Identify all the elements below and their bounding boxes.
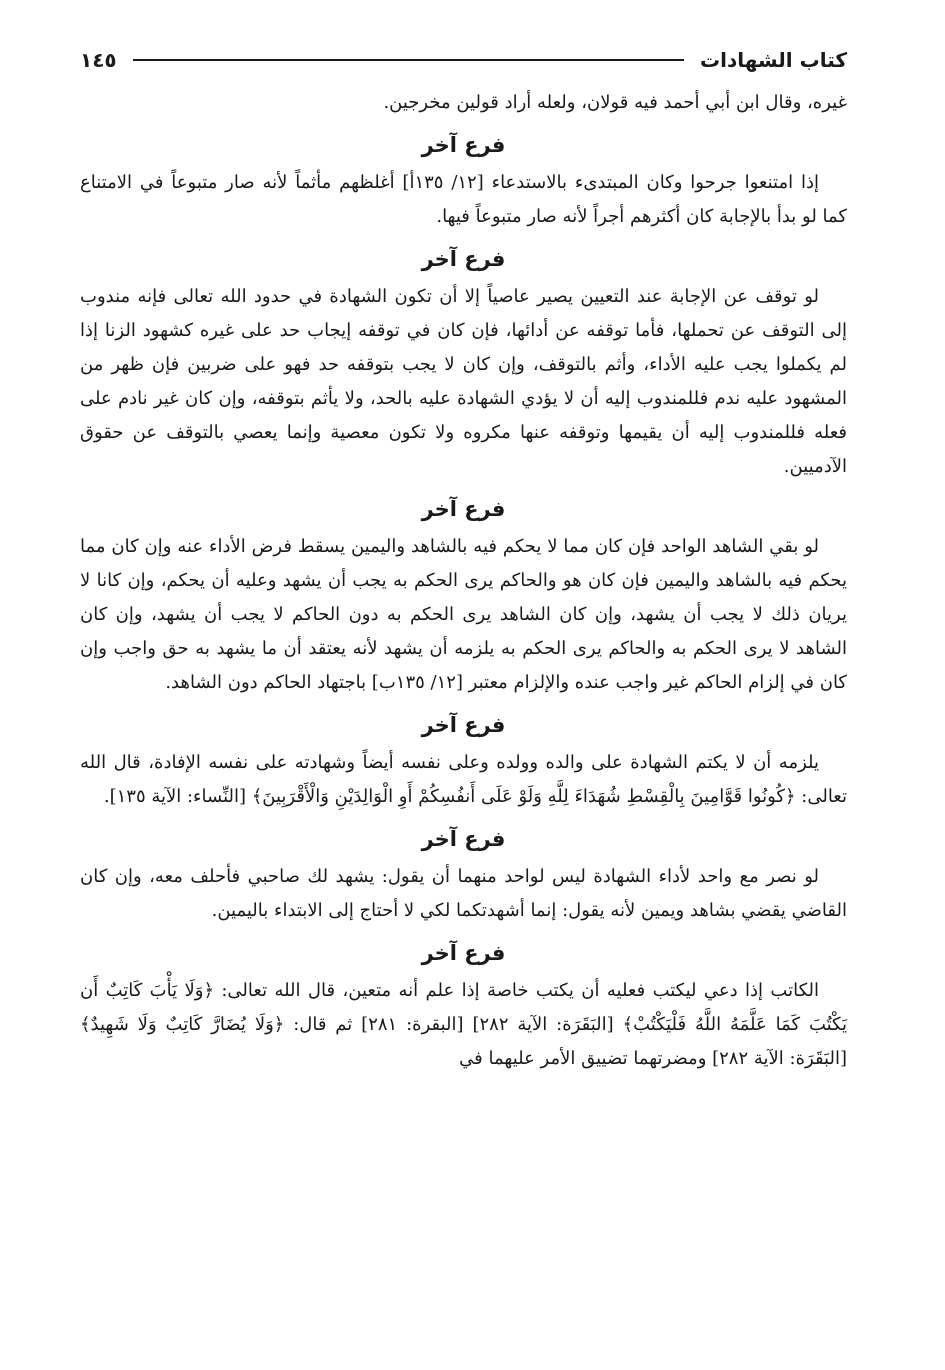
section-far-akhar-1: [80, 130, 847, 234]
paragraph: لو توقف عن الإجابة عند التعيين يصير عاصياً إلا أن تكون الشهادة في حدود الله تعالى فإنه مندوب إلى التوقف عن تحملها، فأما توقفه عن أدائها، فإن كان في توقفه إيجاب حد على غيره كشهود الزنا إذا لم يكملوا يجب عليه الأداء، وأثم بالتوقف، وإن كان لا يجب بتوقفه حد فهو على ضربين فإن ظهر من المشهود عليه ندم فللمندوب إليه أن لا يؤدي الشهادة عليه بالحد، ولا يأثم بتوقفه، وإن كان غير نادم على فعله فللمندوب إليه أن يقيمها وتوقفه عنها مكروه ولا تكون معصية وإنما يعصي بالتوقف عن حقوق الآدميين.: [80, 286, 847, 477]
header-rule: [133, 59, 684, 61]
section-far-akhar-4: [80, 710, 847, 814]
page-number: ١٤٥: [80, 48, 117, 72]
section-heading: فرع آخر: [421, 497, 506, 521]
paragraph: يلزمه أن لا يكتم الشهادة على والده وولده وعلى نفسه أيضاً وشهادته على نفسه الإفادة، قال الله تعالى: ﴿كُونُوا قَوَّامِينَ بِالْقِسْطِ شُهَدَاءَ لِلَّهِ وَلَوْ عَلَى أَنفُسِكُمْ أَوِ الْوَالِدَيْنِ وَالْأَقْرَبِينَ﴾ [النِّساء: الآية ١٣٥].: [80, 752, 847, 807]
section-heading: فرع آخر: [421, 133, 506, 157]
section-far-akhar-3: [80, 494, 847, 700]
paragraph: لو بقي الشاهد الواحد فإن كان مما لا يحكم فيه بالشاهد واليمين يسقط فرض الأداء عنه وإن كان مما يحكم فيه بالشاهد واليمين فإن كان هو والحاكم يرى الحكم به يجب أن يشهد وعليه أن يحكم، وإن كانا لا يريان ذلك لا يجب أن يشهد، وإن كان الشاهد يرى الحكم به دون الحاكم لا يجب أن يشهد، وإن كان الشاهد لا يرى الحكم به والحاكم يرى الحكم به يلزمه أن يشهد لأنه يعتقد أن ما يشهد به حق واجب وإن كان في إلزام الحاكم غير واجب عنده والإلزام معتبر [١٢/ ١٣٥ب] باجتهاد الحاكم دون الشاهد.: [80, 536, 847, 693]
book-title: كتاب الشهادات: [699, 48, 847, 72]
section-far-akhar-5: [80, 824, 847, 928]
section-far-akhar-6: [80, 938, 847, 1076]
section-heading: فرع آخر: [421, 827, 506, 851]
paragraph: الكاتب إذا دعي ليكتب فعليه أن يكتب خاصة إذا علم أنه متعين، قال الله تعالى: ﴿وَلَا يَأْبَ كَاتِبٌ أَن يَكْتُبَ كَمَا عَلَّمَهُ اللَّهُ فَلْيَكْتُبْ﴾ [البَقَرَة: الآية ٢٨٢] [البقرة: ٢٨١] ثم قال: ﴿وَلَا يُضَارَّ كَاتِبٌ وَلَا شَهِيدٌ﴾ [البَقَرَة: الآية ٢٨٢] ومضرتهما تضييق الأمر عليهما في: [80, 980, 848, 1069]
section-continuation: [80, 86, 847, 120]
section-heading: فرع آخر: [421, 941, 506, 965]
paragraph: لو نصر مع واحد لأداء الشهادة ليس لواحد منهما أن يقول: يشهد لك صاحبي فأحلف معه، وإن كان القاضي يقضي بشاهد ويمين لأنه يقول: إنما أشهدتكما لكي لا أحتاج إلى الابتداء باليمين.: [80, 866, 847, 921]
section-heading: فرع آخر: [421, 247, 506, 271]
section-heading: فرع آخر: [421, 713, 506, 737]
paragraph: إذا امتنعوا جرحوا وكان المبتدىء بالاستدعاء [١٢/ ١٣٥أ] أغلظهم مأثماً لأنه صار متبوعاً في الامتناع كما لو بدأ بالإجابة كان أكثرهم أجراً لأنه صار متبوعاً فيها.: [80, 172, 847, 227]
paragraph: غيره، وقال ابن أبي أحمد فيه قولان، ولعله أراد قولين مخرجين.: [383, 92, 847, 113]
section-far-akhar-2: [80, 244, 847, 484]
running-head: [80, 40, 847, 80]
